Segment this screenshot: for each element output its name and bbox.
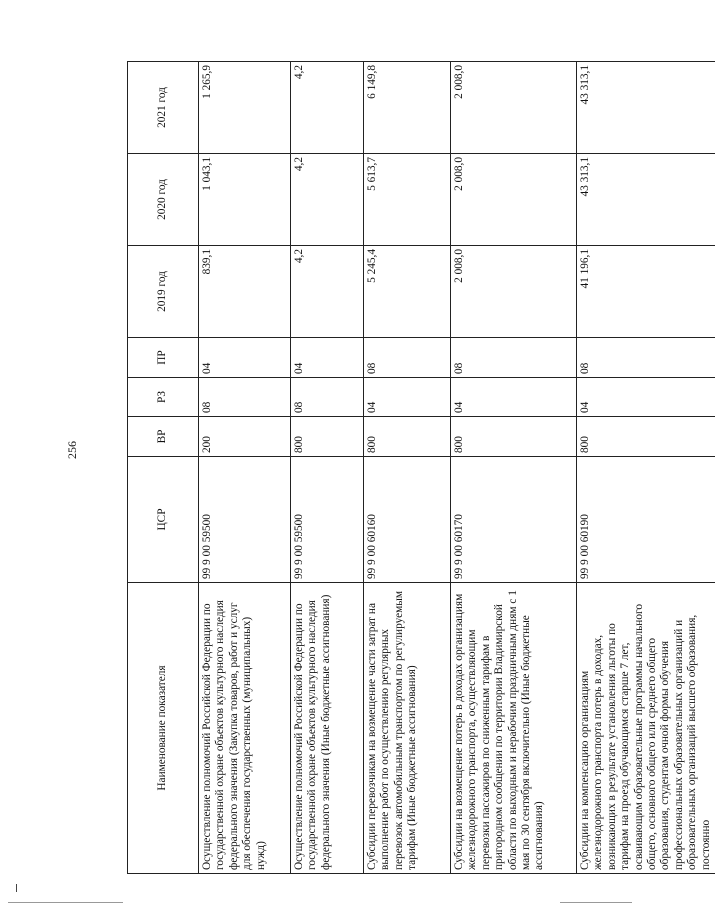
row-csr: 99 9 00 60170 — [451, 457, 577, 583]
row-pr: 08 — [577, 338, 715, 378]
row-2021: 1 265,9 — [199, 62, 291, 154]
row-2021: 43 313,1 — [577, 62, 715, 154]
scan-edge — [8, 902, 123, 903]
row-csr: 99 9 00 59500 — [199, 457, 291, 583]
row-pr: 04 — [291, 338, 364, 378]
header-vr: ВР — [128, 417, 199, 457]
row-2019: 41 196,1 — [577, 246, 715, 338]
row-csr: 99 9 00 60160 — [364, 457, 451, 583]
row-2019: 839,1 — [199, 246, 291, 338]
row-rz: 08 — [291, 378, 364, 417]
row-2020: 2 008,0 — [451, 154, 577, 246]
row-name: Осуществление полномочий Российской Федерации по государственной охране объектов культурного наследия федерального значения (Иные бюджетные ассигнования) — [291, 583, 364, 874]
row-2019: 5 245,4 — [364, 246, 451, 338]
header-csr: ЦСР — [128, 457, 199, 583]
table-header-row — [128, 62, 199, 874]
row-2020: 1 043,1 — [199, 154, 291, 246]
row-rz: 04 — [451, 378, 577, 417]
row-name: Субсидии перевозчикам на возмещение части затрат на выполнение работ по осуществлению регулярных перевозок автомобильным транспортом по регулируемым тарифам (Иные бюджетные ассигнования) — [364, 583, 451, 874]
header-2021: 2021 год — [128, 62, 199, 154]
row-vr: 800 — [364, 417, 451, 457]
row-rz: 08 — [199, 378, 291, 417]
header-2019: 2019 год — [128, 246, 199, 338]
row-rz: 04 — [577, 378, 715, 417]
row-pr: 08 — [451, 338, 577, 378]
row-name: Осуществление полномочий Российской Федерации по государственной охране объектов культурного наследия федерального значения (Закупка товаров, работ и услуг для обеспечения государственных (муниципальных) нужд) — [199, 583, 291, 874]
row-2021: 2 008,0 — [451, 62, 577, 154]
row-2020: 5 613,7 — [364, 154, 451, 246]
row-vr: 800 — [451, 417, 577, 457]
scan-edge — [560, 902, 632, 903]
row-rz: 04 — [364, 378, 451, 417]
table-row — [364, 62, 451, 874]
row-2020: 4,2 — [291, 154, 364, 246]
row-name: Субсидии на возмещение потерь в доходах организациям железнодорожного транспорта, осуществляющим перевозки пассажиров по сниженным тарифам в пригородном сообщении по территории Владимирской области по выходным и нерабочим праздничным дням с 1 мая по 30 сентября включительно (Иные бюджетные ассигнования) — [451, 583, 577, 874]
page-number: 256 — [65, 441, 79, 459]
row-vr: 200 — [199, 417, 291, 457]
row-2019: 2 008,0 — [451, 246, 577, 338]
table-row — [577, 62, 715, 874]
row-csr: 99 9 00 59500 — [291, 457, 364, 583]
row-pr: 08 — [364, 338, 451, 378]
row-2020: 43 313,1 — [577, 154, 715, 246]
scan-mark — [16, 884, 17, 892]
row-vr: 800 — [577, 417, 715, 457]
budget-table — [127, 61, 715, 874]
header-pr: ПР — [128, 338, 199, 378]
row-pr: 04 — [199, 338, 291, 378]
row-name: Субсидии на компенсацию организациям железнодорожного транспорта потерь в доходах, возникающих в результате установления льготы по тарифам на проезд обучающимся старше 7 лет, осваивающим образовательные программы начального общего, основного общего или среднего общего образования, студентам очной формы обучения профессиональных образовательных организаций и образовательных организаций высшего образования, постоянно — [577, 583, 715, 874]
table-row — [199, 62, 291, 874]
row-csr: 99 9 00 60190 — [577, 457, 715, 583]
row-2019: 4,2 — [291, 246, 364, 338]
header-rz: РЗ — [128, 378, 199, 417]
rotated-table-container — [127, 61, 712, 874]
table-row — [451, 62, 577, 874]
table-row — [291, 62, 364, 874]
header-name: Наименование показателя — [128, 583, 199, 874]
row-2021: 6 149,8 — [364, 62, 451, 154]
header-2020: 2020 год — [128, 154, 199, 246]
row-vr: 800 — [291, 417, 364, 457]
row-2021: 4,2 — [291, 62, 364, 154]
